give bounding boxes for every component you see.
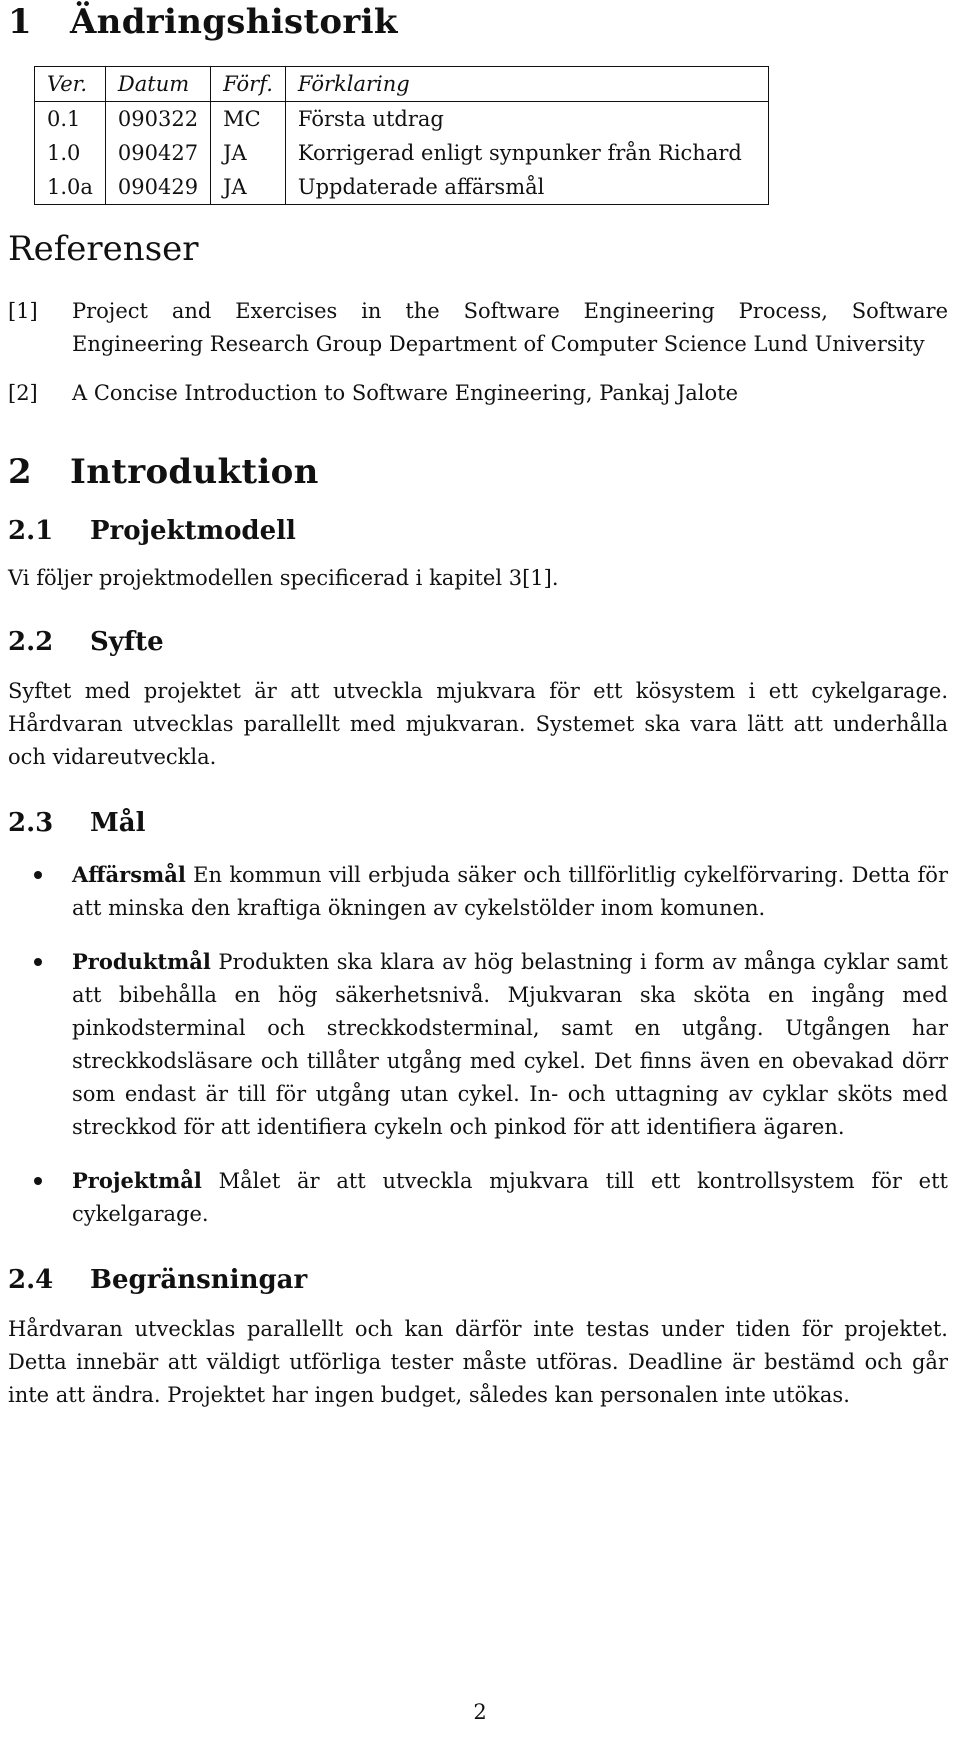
references-heading: Referenser	[8, 229, 199, 269]
section-title: Ändringshistorik	[70, 2, 398, 42]
table-row	[35, 170, 769, 205]
header-author: Förf.	[211, 67, 286, 102]
reference-item	[8, 377, 948, 410]
cell-explanation: Korrigerad enligt synpunker från Richard	[285, 136, 768, 170]
project-model-text: Vi följer projektmodellen specificerad i kapitel 3[1].	[8, 566, 559, 590]
reference-label: [2]	[8, 381, 38, 405]
list-item	[8, 858, 948, 925]
page-number: 2	[473, 1700, 487, 1724]
reference-text: Project and Exercises in the Software Engineering Process, Software Engineering Research Group Department of Computer Science Lund University	[72, 299, 948, 356]
goal-text: Målet är att utveckla mjukvara till ett kontrollsystem för ett cykelgarage.	[72, 1169, 948, 1226]
limitations-text: Hårdvaran utvecklas parallellt och kan därför inte testas under tiden för projektet. Detta innebär att väldigt utförliga tester måste utföras. Deadline är bestämd och går inte att ändra. Projektet har ingen budget, således kan personalen inte utökas.	[8, 1317, 948, 1407]
table-row	[35, 136, 769, 170]
cell-author: JA	[211, 170, 286, 205]
cell-explanation: Första utdrag	[285, 102, 768, 137]
goal-term: Produktmål	[72, 949, 211, 974]
subsection-title: Projektmodell	[90, 516, 296, 546]
table-row	[35, 102, 769, 137]
list-item	[8, 945, 948, 1144]
subsection-number: 2.1	[8, 516, 54, 546]
cell-version: 1.0a	[35, 170, 106, 205]
subsection-heading-limitations	[8, 1263, 948, 1297]
goal-term: Projektmål	[72, 1168, 202, 1193]
cell-explanation: Uppdaterade affärsmål	[285, 170, 768, 205]
cell-version: 0.1	[35, 102, 106, 137]
bullet-icon	[34, 871, 42, 879]
subsection-number: 2.2	[8, 627, 54, 657]
reference-label: [1]	[8, 299, 38, 323]
revision-history-table	[34, 66, 769, 205]
bullet-icon	[34, 958, 42, 966]
header-version: Ver.	[35, 67, 106, 102]
cell-date: 090322	[105, 102, 210, 137]
goals-list	[8, 858, 948, 1231]
cell-author: MC	[211, 102, 286, 137]
subsection-heading-purpose	[8, 625, 948, 659]
bullet-icon	[34, 1177, 42, 1185]
cell-date: 090427	[105, 136, 210, 170]
header-explanation: Förklaring	[285, 67, 768, 102]
reference-item	[8, 295, 948, 361]
subsection-title: Mål	[90, 808, 146, 838]
subsection-heading-project-model	[8, 514, 948, 548]
goal-text: En kommun vill erbjuda säker och tillförlitlig cykelförvaring. Detta för att minska den kraftiga ökningen av cykelstölder inom komunen.	[72, 863, 948, 920]
section-number: 1	[8, 2, 32, 42]
subsection-number: 2.3	[8, 808, 54, 838]
section-heading-revision-history	[8, 0, 948, 44]
cell-date: 090429	[105, 170, 210, 205]
subsection-title: Begränsningar	[90, 1265, 308, 1295]
goal-term: Affärsmål	[72, 862, 186, 887]
section-number: 2	[8, 452, 32, 492]
table-header-row	[35, 67, 769, 102]
section-title: Introduktion	[70, 452, 319, 492]
section-heading-introduction	[8, 450, 948, 494]
goal-text: Produkten ska klara av hög belastning i form av många cyklar samt att bibehålla en hög säkerhetsnivå. Mjukvaran ska sköta en ingång med pinkodsterminal och streckkodsterminal, samt en utgång. Utgången har streckkodsläsare och tillåter utgång med cykel. Det finns även en obevakad dörr som endast är till för utgång utan cykel. In- och uttagning av cyklar sköts med streckkod för att identifiera cykeln och pinkod för att identifiera ägaren.	[72, 950, 948, 1139]
subsection-heading-goals	[8, 806, 948, 840]
purpose-text: Syftet med projektet är att utveckla mjukvara för ett kösystem i ett cykelgarage. Hårdvaran utvecklas parallellt med mjukvaran. Systemet ska vara lätt att underhålla och vidareutveckla.	[8, 679, 948, 769]
reference-text: A Concise Introduction to Software Engineering, Pankaj Jalote	[72, 381, 739, 405]
header-date: Datum	[105, 67, 210, 102]
cell-version: 1.0	[35, 136, 106, 170]
subsection-title: Syfte	[90, 627, 164, 657]
document-page	[8, 0, 948, 1412]
subsection-number: 2.4	[8, 1265, 54, 1295]
cell-author: JA	[211, 136, 286, 170]
list-item	[8, 1164, 948, 1231]
